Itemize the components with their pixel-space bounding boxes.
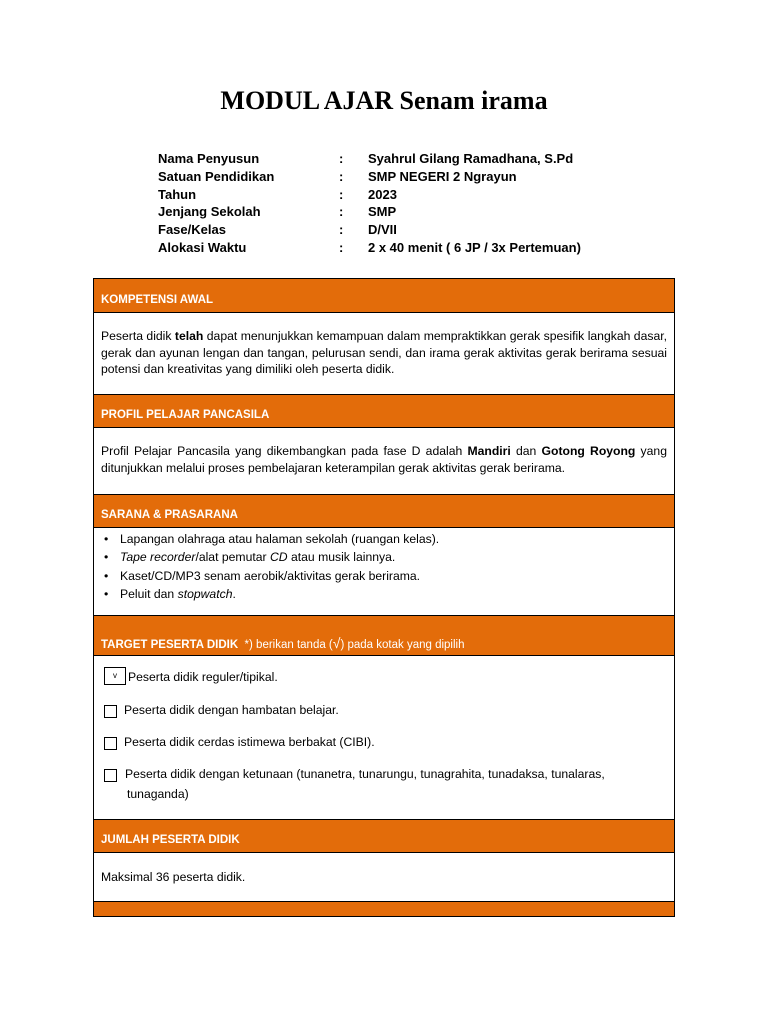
option-label: Peserta didik dengan ketunaan (tunanetra, tunarungu, tunagrahita, tunadaksa, tunalaras, [125, 767, 605, 781]
table-footer-bar [94, 902, 674, 916]
checkbox[interactable] [104, 769, 117, 782]
info-value: 2 x 40 menit ( 6 JP / 3x Pertemuan) [368, 239, 581, 255]
section-header-profil [94, 395, 674, 428]
checkbox[interactable] [104, 737, 117, 750]
info-value: SMP [368, 204, 397, 220]
list-item: • Lapangan olahraga atau halaman sekolah (ruangan kelas). [104, 530, 439, 548]
section-title: JUMLAH PESERTA DIDIK [101, 834, 240, 846]
bullet-icon: • [104, 532, 109, 546]
profil-text: Profil Pelajar Pancasila yang dikembangkan pada fase D adalah Mandiri dan Gotong Royong yang ditunjukkan melalui proses pembelajaran keterampilan gerak aktivitas gerak berirama. [101, 444, 667, 475]
option-label: Peserta didik reguler/tipikal. [128, 670, 278, 684]
info-colon: : [339, 168, 344, 184]
info-colon: : [339, 239, 344, 255]
info-colon: : [339, 151, 344, 166]
info-label: Alokasi Waktu [158, 239, 247, 255]
option-label: Peserta didik cerdas istimewa berbakat (CIBI). [124, 735, 375, 749]
bullet-icon: • [104, 568, 109, 583]
section-header-target [94, 616, 674, 656]
list-item: • Peluit dan stopwatch. [104, 585, 439, 603]
section-header-sarana [94, 495, 674, 528]
document-title: MODUL AJAR Senam irama [220, 86, 548, 115]
module-table [93, 278, 675, 917]
section-header-kompetensi [94, 279, 674, 313]
info-label: Jenjang Sekolah [158, 204, 261, 220]
option-label: Peserta didik dengan hambatan belajar. [124, 703, 339, 717]
info-label: Tahun [158, 186, 197, 202]
checkbox[interactable] [104, 705, 117, 718]
section-title: TARGET PESERTA DIDIK *) berikan tanda (√) pada kotak yang dipilih [101, 635, 465, 651]
info-colon: : [339, 186, 344, 202]
bullet-icon: • [104, 550, 109, 565]
section-body-profil [94, 428, 674, 495]
info-label: Nama Penyusun [158, 151, 260, 166]
info-value: D/VII [368, 222, 397, 238]
info-label: Satuan Pendidikan [158, 168, 275, 184]
section-body-kompetensi [94, 313, 674, 395]
info-label: Fase/Kelas [158, 222, 226, 238]
section-body-sarana [94, 528, 674, 616]
info-value: 2023 [368, 186, 397, 202]
section-body-jumlah [94, 853, 674, 902]
section-title: SARANA & PRASARANA [101, 509, 238, 521]
list-item: • Tape recorder/alat pemutar CD atau musik lainnya. [104, 548, 439, 566]
section-title: KOMPETENSI AWAL [101, 294, 214, 306]
sarana-list [104, 530, 439, 603]
info-value: SMP NEGERI 2 Ngrayun [368, 168, 517, 184]
info-colon: : [339, 204, 344, 220]
section-body-target [94, 656, 674, 820]
list-item: • Kaset/CD/MP3 senam aerobik/aktivitas gerak berirama. [104, 567, 439, 585]
bullet-icon: • [104, 586, 109, 601]
checkbox-checked[interactable]: v [104, 667, 126, 685]
kompetensi-text: Peserta didik telah dapat menunjukkan kemampuan dalam mempraktikkan gerak spesifik langkah dasar, gerak dan ayunan lengan dan tangan, pelurusan sendi, dan irama gerak aktivitas gerak berirama sesuai potensi dan kreativitas yang dimiliki oleh peserta didik. [101, 329, 668, 376]
option-label-continued: tunaganda) [127, 787, 189, 801]
jumlah-text: Maksimal 36 peserta didik. [101, 870, 246, 884]
info-value: Syahrul Gilang Ramadhana, S.Pd [368, 151, 574, 166]
info-colon: : [339, 222, 344, 238]
section-title: PROFIL PELAJAR PANCASILA [101, 409, 270, 421]
section-header-jumlah [94, 820, 674, 853]
